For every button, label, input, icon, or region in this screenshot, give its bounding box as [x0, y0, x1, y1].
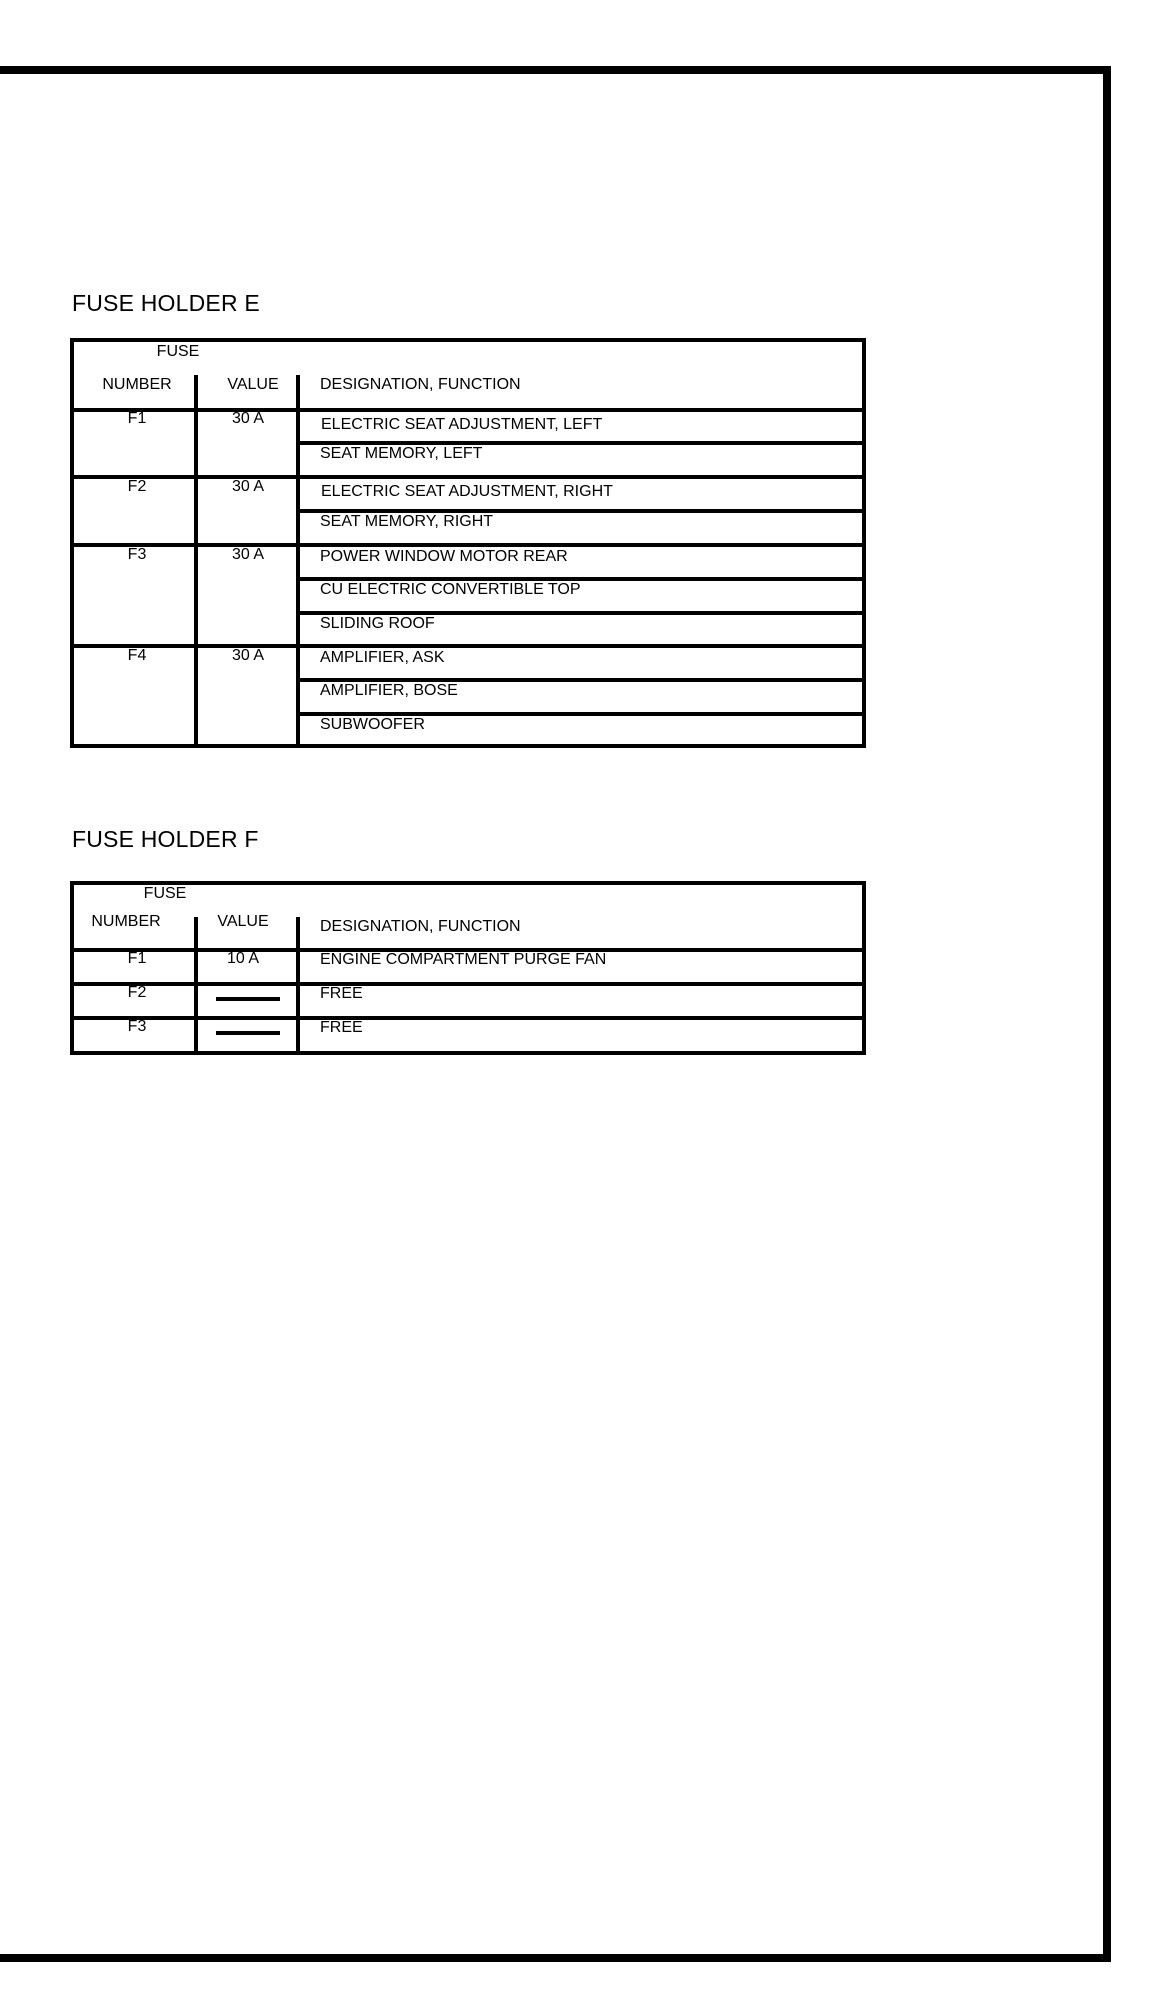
fuse-function: SEAT MEMORY, LEFT: [320, 445, 483, 462]
header-fuse: FUSE: [143, 885, 187, 902]
fuse-holder-e-title: FUSE HOLDER E: [72, 290, 260, 316]
empty-value-dash: [216, 997, 280, 1001]
table-border-right: [862, 881, 866, 1055]
fuse-holder-f-table: [70, 881, 866, 1055]
row-divider: [70, 475, 866, 479]
fuse-number: F4: [127, 647, 147, 664]
row-divider: [70, 982, 866, 986]
fuse-function: SEAT MEMORY, RIGHT: [320, 513, 494, 530]
fuse-function: ELECTRIC SEAT ADJUSTMENT, RIGHT: [321, 483, 613, 500]
table-border-left: [70, 338, 74, 748]
table-border-top: [70, 338, 866, 342]
fuse-function: AMPLIFIER, BOSE: [320, 682, 458, 699]
row-divider: [70, 644, 866, 648]
fuse-number: F2: [127, 478, 147, 495]
fuse-number: F2: [127, 984, 147, 1001]
fuse-function: SLIDING ROOF: [320, 615, 435, 632]
column-divider: [296, 917, 300, 1055]
fuse-holder-f-title: FUSE HOLDER F: [72, 826, 259, 852]
table-border-bottom: [70, 1051, 866, 1055]
row-divider: [70, 1016, 866, 1020]
header-value: VALUE: [227, 376, 279, 393]
fuse-value: 30 A: [231, 478, 265, 495]
header-number: NUMBER: [102, 376, 172, 393]
fuse-function: FREE: [320, 1019, 363, 1036]
fuse-function: ELECTRIC SEAT ADJUSTMENT, LEFT: [321, 416, 603, 433]
column-divider: [296, 375, 300, 748]
table-border-bottom: [70, 744, 866, 748]
fuse-function: CU ELECTRIC CONVERTIBLE TOP: [320, 581, 581, 598]
fuse-value: 30 A: [231, 647, 265, 664]
header-designation: DESIGNATION, FUNCTION: [320, 918, 521, 935]
table-border-right: [862, 338, 866, 748]
header-value: VALUE: [217, 913, 269, 930]
fuse-number: F1: [127, 410, 147, 427]
fuse-holder-e-table: [70, 338, 866, 748]
header-number: NUMBER: [91, 913, 161, 930]
fuse-number: F3: [127, 1018, 147, 1035]
fuse-value: 30 A: [231, 410, 265, 427]
column-divider: [194, 375, 198, 748]
empty-value-dash: [216, 1031, 280, 1035]
fuse-function: FREE: [320, 985, 363, 1002]
table-border-left: [70, 881, 74, 1055]
table-border-top: [70, 881, 866, 885]
header-designation: DESIGNATION, FUNCTION: [320, 376, 521, 393]
fuse-function: POWER WINDOW MOTOR REAR: [320, 548, 568, 565]
header-divider: [70, 408, 866, 412]
fuse-value: 10 A: [226, 950, 260, 967]
header-fuse: FUSE: [156, 343, 200, 360]
column-divider: [194, 917, 198, 1055]
fuse-number: F1: [127, 950, 147, 967]
fuse-function: AMPLIFIER, ASK: [320, 649, 445, 666]
fuse-value: 30 A: [231, 546, 265, 563]
fuse-function: ENGINE COMPARTMENT PURGE FAN: [320, 951, 607, 968]
fuse-function: SUBWOOFER: [320, 716, 425, 733]
row-divider: [70, 543, 866, 547]
fuse-number: F3: [127, 546, 147, 563]
